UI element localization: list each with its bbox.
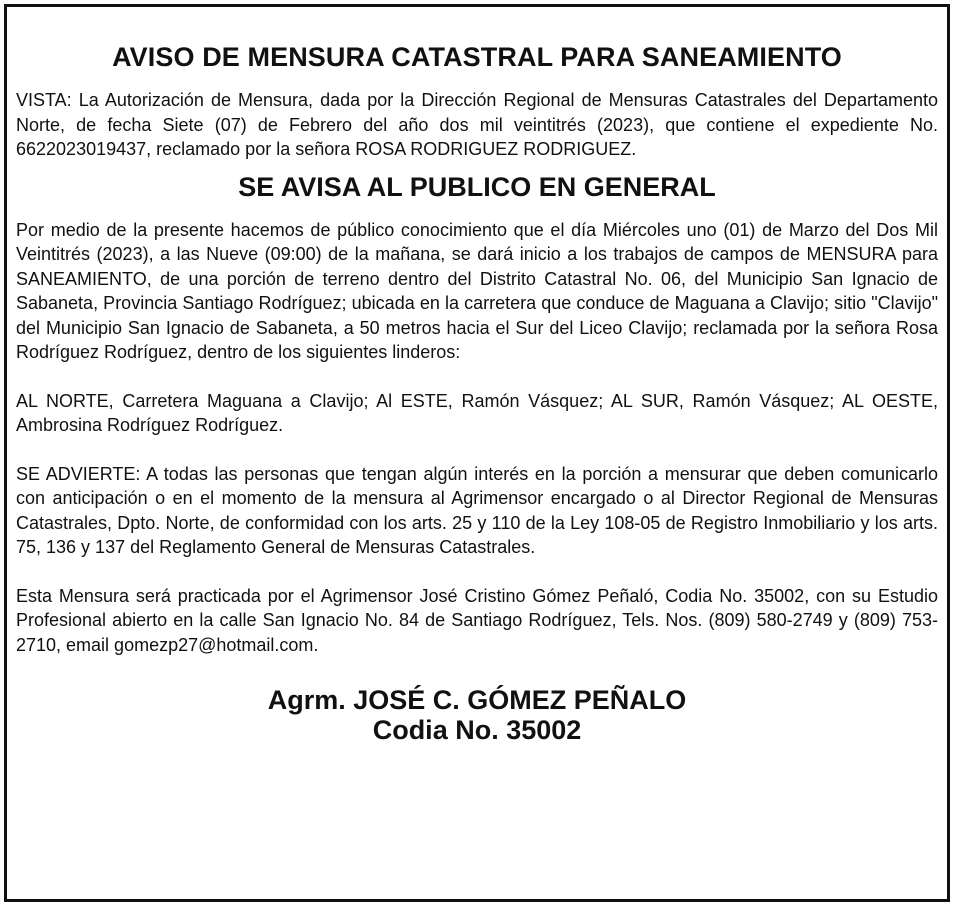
boundaries-paragraph: AL NORTE, Carretera Maguana a Clavijo; Al ESTE, Ramón Vásquez; AL SUR, Ramón Vásquez; AL OESTE, Ambrosina Rodríguez Rodríguez. <box>16 390 938 435</box>
announcement-paragraph: Por medio de la presente hacemos de público conocimiento que el día Miércoles uno (01) de Marzo del Dos Mil Veintitrés (2023), a las Nueve (09:00) de la mañana, se dará inicio a los trabajos de campos de MENSURA para SANEAMIENTO, de una porción de terreno dentro del Distrito Catastral No. 06, del Municipio San Ignacio de Sabaneta, Provincia Santiago Rodríguez; ubicada en la carretera que conduce de Maguana a Clavijo; sitio "Clavijo" del Municipio San Ignacio de Sabaneta, a 50 metros hacia el Sur del Liceo Clavijo; reclamada por la señora Rosa Rodríguez Rodríguez, dentro de los siguientes linderos: <box>16 219 938 362</box>
notice-title: AVISO DE MENSURA CATASTRAL PARA SANEAMIENTO <box>112 42 842 72</box>
notice-content <box>16 40 938 745</box>
notice-subtitle: SE AVISA AL PUBLICO EN GENERAL <box>238 171 716 202</box>
paragraph-gap <box>16 560 938 584</box>
signature-block <box>16 685 938 745</box>
vista-paragraph: VISTA: La Autorización de Mensura, dada por la Dirección Regional de Mensuras Catastrales del Departamento Norte, de fecha Siete (07) de Febrero del año dos mil veintitrés (2023), que contiene el expediente No. 6622023019437, reclamado por la señora ROSA RODRIGUEZ RODRIGUEZ. <box>16 90 938 159</box>
surveyor-paragraph: Esta Mensura será practicada por el Agrimensor José Cristino Gómez Peñaló, Codia No. 35002, con su Estudio Profesional abierto en la calle San Ignacio No. 84 de Santiago Rodríguez, Tels. Nos. (809) 580-2749 y (809) 753-2710, email gomezp27@hotmail.com. <box>16 585 938 655</box>
signature-name: Agrm. JOSÉ C. GÓMEZ PEÑALO <box>267 685 687 715</box>
warning-paragraph: SE ADVIERTE: A todas las personas que tengan algún interés en la porción a mensurar que deben comunicarlo con anticipación o en el momento de la mensura al Agrimensor encargado o al Director Regional de Mensuras Catastrales, Dpto. Norte, de conformidad con los arts. 25 y 110 de la Ley 108-05 de Registro Inmobiliario y los arts. 75, 136 y 137 del Reglamento General de Mensuras Catastrales. <box>16 463 938 557</box>
paragraph-gap <box>16 365 938 389</box>
signature-codia: Codia No. 35002 <box>372 715 582 745</box>
paragraph-gap <box>16 438 938 462</box>
